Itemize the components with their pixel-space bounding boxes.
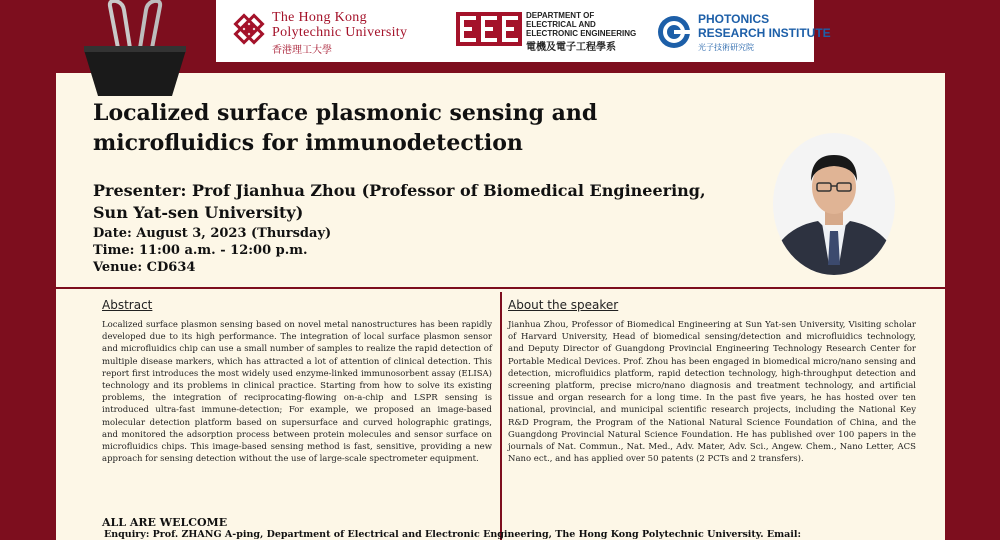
polyu-name-chinese: 香港理工大學 bbox=[272, 45, 332, 56]
polyu-name-line1: The Hong Kong bbox=[272, 10, 367, 25]
eee-line1: DEPARTMENT OF bbox=[526, 11, 595, 20]
abstract-heading: Abstract bbox=[102, 298, 153, 312]
eee-emblem-icon bbox=[456, 12, 522, 46]
speaker-bio: Jianhua Zhou, Professor of Biomedical Engineering at Sun Yat-sen University, Visiting scholar of Harvard University, Head of biomedical sensing/detection and microfluidics technology, and Deputy Director of Guangdong Provincial Engineering Technology Research Center for Portable Medical Devices. Prof. Zhou has been engaged in biomedical micro/nano sensing and detection, microfluidics platform, rapid detection technology, high-throughput detection and screening platform, precise micro/nano diagnosis and treatment technology, and artificial tissue and organ research for a long time. In the past five years, he has hosted over ten national, provincial, and municipal scientific research projects, including the National Key R&D Program, the Program of the National Natural Science Foundation of China, and the Guangdong Provincial Natural Science Foundation. He has published over 100 papers in the journals of Nat. Commun., Nat. Med., Adv. Mater, Adv. Sci., Angew. Chem., Nano Letter, ACS Nano ect., and has applied over 50 patents (2 PCTs and 2 transfers). bbox=[508, 320, 916, 465]
abstract-text: Localized surface plasmon sensing based on novel metal nanostructures has been rapidly developed due to its high performance. The integration of local surface plasmon sensor and microfluidics chip can use a small number of samples to realize the rapid detection of multiple disease markers, which has attracted a lot of attention of clinical detection. This report first introduces the most widely used enzyme-linked immunosorbent assay (ELISA) technology and its problems in clinical practice. Starting from how to solve its existing problems, the integration of reciprocating-flowing on-a-chip and LSPR sensing is introduced ultra-fast immune-detection; For example, we proposed an image-based molecular detection platform based on supersurface and curved holographic gratings, and monitored the adsorption process between protein molecules and sensor surface on microfluidics chips. This image-based sensing method is fast, sensitive, providing a new approach for sensing detection without the use of large-scale spectrometer equipment. bbox=[102, 320, 492, 465]
pri-chinese: 光子技術研究院 bbox=[698, 43, 754, 52]
pri-line2: RESEARCH INSTITUTE bbox=[698, 26, 831, 40]
event-date: Date: August 3, 2023 (Thursday) bbox=[93, 226, 332, 241]
speaker-heading: About the speaker bbox=[508, 298, 619, 312]
all-are-welcome: ALL ARE WELCOME bbox=[102, 516, 228, 529]
presenter: Presenter: Prof Jianhua Zhou (Professor of Biomedical Engineering, Sun Yat-sen University) bbox=[93, 181, 706, 222]
eee-line3: ELECTRONIC ENGINEERING bbox=[526, 29, 637, 38]
polyu-name-line2: Polytechnic University bbox=[272, 25, 408, 40]
speaker-photo bbox=[773, 133, 895, 275]
pri-emblem-icon bbox=[656, 14, 692, 50]
polyu-emblem-icon bbox=[232, 12, 266, 46]
event-venue: Venue: CD634 bbox=[93, 260, 196, 275]
enquiry-line: Enquiry: Prof. ZHANG A-ping, Department of Electrical and Electronic Engineering, The Hong Kong Polytechnic University. Email: bbox=[104, 529, 802, 540]
eee-line2: ELECTRICAL AND bbox=[526, 20, 596, 29]
event-time: Time: 11:00 a.m. - 12:00 p.m. bbox=[93, 243, 308, 258]
talk-title: Localized surface plasmonic sensing and microfluidics for immunodetection bbox=[93, 100, 598, 156]
speaker-portrait-icon bbox=[773, 133, 895, 275]
vertical-divider bbox=[500, 292, 502, 540]
horizontal-divider bbox=[56, 287, 945, 289]
pri-line1: PHOTONICS bbox=[698, 12, 770, 26]
eee-chinese: 電機及電子工程學系 bbox=[526, 42, 616, 53]
logo-bar bbox=[216, 0, 831, 62]
binder-clip-icon bbox=[80, 0, 190, 100]
